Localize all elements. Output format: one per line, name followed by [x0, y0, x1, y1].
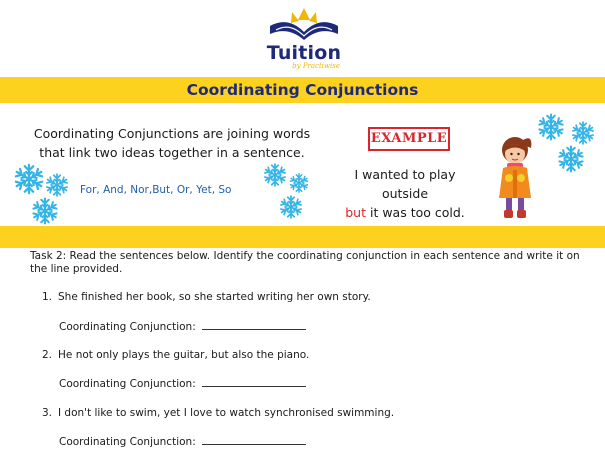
snowflake-icon: [536, 112, 566, 142]
answer-1: [59, 320, 306, 333]
snowflake-icon: [262, 162, 288, 188]
open-book-logo-icon: [262, 4, 346, 44]
logo-title: Tuition: [266, 42, 342, 64]
answer-line[interactable]: [202, 320, 306, 330]
example-label: EXAMPLE: [368, 127, 450, 151]
page-title: Coordinating Conjunctions: [186, 81, 419, 99]
answer-3: [59, 435, 306, 448]
conjunction-list: For, And, Nor,But, Or, Yet, So: [80, 184, 232, 196]
snowflake-icon: [44, 172, 70, 198]
answer-line[interactable]: [202, 435, 306, 445]
question-text: She finished her book, so she started writing her own story.: [58, 291, 371, 303]
question-number: 2.: [42, 349, 53, 361]
answer-label: Coordinating Conjunction:: [59, 436, 196, 448]
example-sentence: [340, 165, 470, 222]
snowflake-icon: [570, 120, 596, 146]
section-divider-banner: [0, 226, 605, 248]
example-line-1: I wanted to play outside: [354, 167, 456, 201]
question-number: 1.: [42, 291, 53, 303]
answer-2: [59, 377, 306, 390]
question-3: [42, 407, 394, 419]
tuition-logo: [262, 4, 346, 74]
title-banner: [0, 77, 605, 103]
question-2: [42, 349, 309, 361]
question-number: 3.: [42, 407, 53, 419]
answer-label: Coordinating Conjunction:: [59, 378, 196, 390]
example-line-rest: it was too cold.: [366, 205, 465, 220]
answer-label: Coordinating Conjunction:: [59, 321, 196, 333]
snowflake-icon: [30, 196, 60, 226]
snowflake-icon: [278, 194, 304, 220]
snowflake-icon: [288, 172, 310, 194]
task-instructions: Task 2: Read the sentences below. Identify the coordinating conjunction in each sentence and write it on the line provided.: [30, 250, 580, 275]
answer-line[interactable]: [202, 377, 306, 387]
question-text: I don't like to swim, yet I love to watch synchronised swimming.: [58, 407, 395, 419]
question-1: [42, 291, 371, 303]
girl-illustration: [493, 132, 537, 222]
intro-text: Coordinating Conjunctions are joining words that link two ideas together in a sentence.: [33, 126, 311, 160]
question-text: He not only plays the guitar, but also the piano.: [58, 349, 310, 361]
snowflake-icon: [12, 162, 46, 196]
logo-subtitle: by Practiwise: [292, 62, 340, 70]
example-conjunction: but: [345, 205, 366, 220]
snowflake-icon: [556, 144, 586, 174]
